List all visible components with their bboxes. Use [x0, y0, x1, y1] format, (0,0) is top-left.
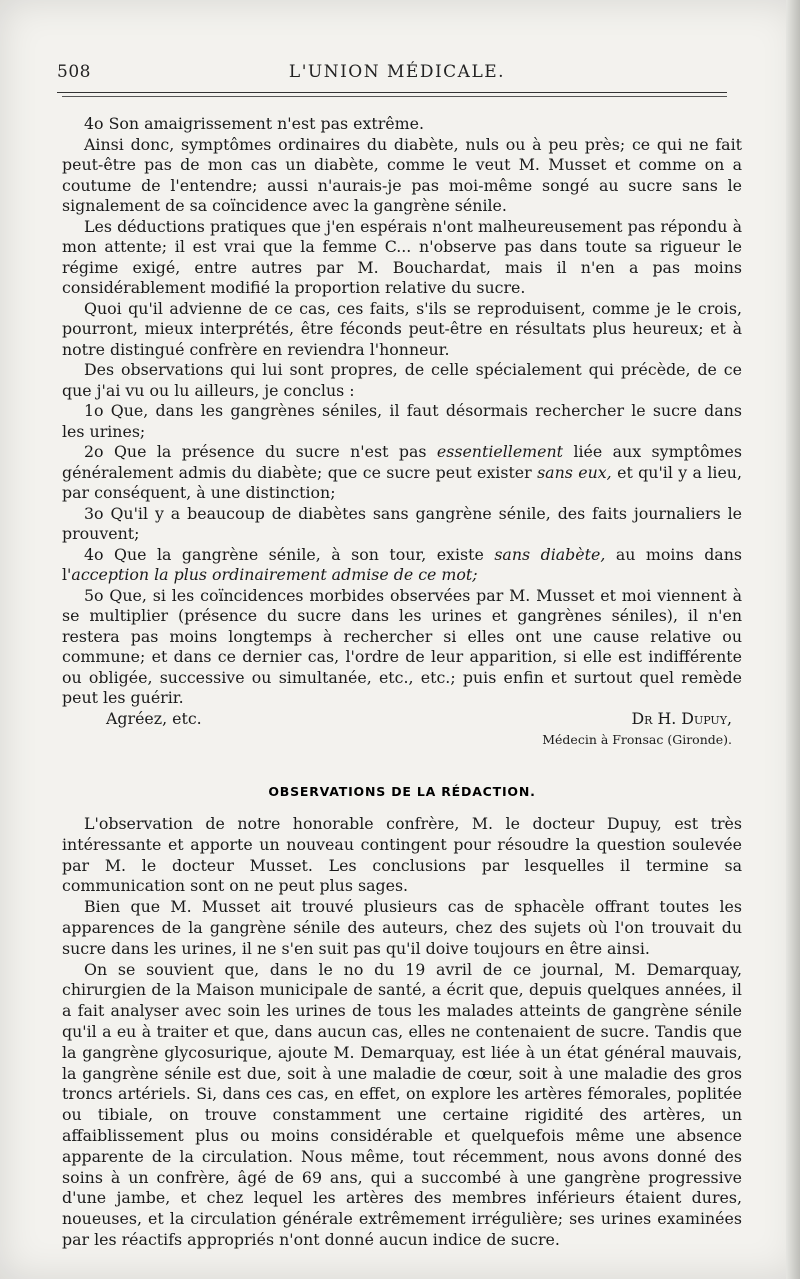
paragraph-s1 [62, 814, 742, 897]
text-run: Des observations qui lui sont propres, de celle spécialement qui précède, de ce que j'ai vu ou lu ailleurs, je conclus : [62, 360, 742, 400]
text-run: Quoi qu'il advienne de ce cas, ces faits, s'ils se reproduisent, comme je le crois, pourront, mieux interprétés, être féconds peut-être en résultats plus heureux; et à notre distingué confrère en reviendra l'honneur. [62, 298, 742, 359]
header-rule-secondary [62, 96, 727, 97]
paragraph-p4 [62, 114, 742, 135]
text-run: 5o Que, si les coïncidences morbides observées par M. Musset et moi viennent à se multiplier (présence du sucre dans les urines et gangrènes séniles), il n'en restera pas moins longtemps à rechercher si elles ont une cause relative ou commune; et dans ce dernier cas, l'ordre de leur apparition, si elle est indifférente ou obligée, successive ou simultanée, etc., etc.; puis enfin et surtout quel remède peut les guérir. [62, 585, 742, 707]
text-run: 4o Son amaigrissement n'est pas extrême. [84, 114, 424, 133]
paragraph-c5 [62, 586, 742, 709]
letter-paragraphs [62, 114, 742, 709]
journal-title: L'UNION MÉDICALE. [288, 62, 506, 82]
text-run: Les déductions pratiques que j'en espérais n'ont malheureusement pas répondu à mon attente; il est vrai que la femme C... n'observe pas dans toute sa rigueur le régime exigé, entre autres par M. Bouchardat, mais il n'en a pas moins considérablement modifié la proportion relative du sucre. [62, 216, 742, 297]
page-edge [786, 0, 800, 1279]
text-run: 3o Qu'il y a beaucoup de diabètes sans gangrène sénile, des faits journaliers le prouvent; [62, 503, 742, 543]
text-run: 2o Que la présence du sucre n'est pas [84, 442, 437, 461]
paragraph-quoi [62, 299, 742, 361]
paragraph-c4 [62, 545, 742, 586]
paragraph-c2 [62, 442, 742, 504]
paragraph-deductions [62, 217, 742, 299]
italic-text: sans diabète, [494, 544, 606, 564]
text-run: L'observation de notre honorable confrère, M. le docteur Dupuy, est très intéressante et apporte un nouveau contingent pour résoudre la question soulevée par M. le docteur Musset. Les conclusions par lesquelles il termine sa communication sont on ne peut plus sages. [62, 814, 742, 896]
paragraph-s2 [62, 897, 742, 959]
text-run: et qu'il y a lieu, par conséquent, à une distinction; [62, 462, 743, 502]
text-run: 1o Que, dans les gangrènes séniles, il faut désormais rechercher le sucre dans les urines; [62, 401, 742, 441]
section-heading-block [62, 762, 742, 817]
signature-place: Médecin à Fronsac (Gironde). [542, 732, 732, 747]
paragraph-c3 [62, 504, 742, 545]
text-run: On se souvient que, dans le no du 19 avril de ce journal, M. Demarquay, chirurgien de la Maison municipale de santé, a écrit que, depuis quelques années, il a fait analyser avec soin les urines de tous les malades atteints de gangrène sénile qu'il a eu à traiter et que, dans aucun cas, elles ne contenaient de sucre. Tandis que la gangrène glycosurique, ajoute M. Demarquay, est liée à un état général mauvais, la gangrène sénile est due, soit à une maladie de cœur, soit à une maladie des gros troncs artériels. Si, dans ces cas, en effet, on explore les artères fémorales, poplitée ou tibiale, on trouve constamment une certaine rigidité des artères, un affaiblissement plus ou moins considérable et quelquefois même une absence apparente de la circulation. Nous même, tout récemment, nous avons donné des soins à un confrère, âgé de 69 ans, qui a succombé à une gangrène progressive d'une jambe, et chez lequel les artères des membres inférieurs étaient dures, noueuses, et la circulation générale extrêmement irrégulière; ses urines examinées par les réactifs appropriés n'ont donné aucun indice de sucre. [62, 959, 742, 1249]
text-run: liée aux symptômes généralement admis du diabète; que ce sucre peut exister [62, 442, 742, 482]
paragraph-s3 [62, 960, 742, 1251]
signature-line [62, 709, 742, 730]
header-rule [57, 92, 727, 93]
section-body [62, 814, 742, 1251]
closing-text: Agréez, etc. [106, 708, 202, 728]
text-run: Ainsi donc, symptômes ordinaires du diabète, nuls ou à peu près; ce qui ne fait peut-être pas de mon cas un diabète, comme le veut M. Musset et comme on a coutume de l'entendre; aussi n'aurais-je pas moi-même songé au sucre sans le signalement de sa coïncidence avec la gangrène sénile. [62, 134, 742, 215]
running-header [57, 62, 737, 88]
text-run: au moins dans l' [62, 544, 743, 584]
paragraph-des-obs [62, 360, 742, 401]
section-paragraphs [62, 814, 742, 1251]
page-number: 508 [57, 62, 91, 82]
text-run: Bien que M. Musset ait trouvé plusieurs cas de sphacèle offrant toutes les apparences de la gangrène sénile des auteurs, chez des sujets où l'on trouvait du sucre dans les urines, il ne s'en suit pas qu'il doive toujours en être ainsi. [62, 897, 742, 958]
italic-text: sans eux, [537, 462, 612, 482]
paragraph-c1 [62, 401, 742, 442]
section-title: OBSERVATIONS DE LA RÉDACTION. [268, 784, 536, 799]
signature-name: Dr H. Dupuy, [631, 708, 732, 728]
letter-body [62, 114, 742, 749]
paragraph-ainsi [62, 135, 742, 217]
text-run: 4o Que la gangrène sénile, à son tour, existe [84, 544, 495, 564]
italic-text: essentiellement [436, 442, 564, 461]
italic-text: acception la plus ordinairement admise de ce mot; [71, 565, 478, 584]
